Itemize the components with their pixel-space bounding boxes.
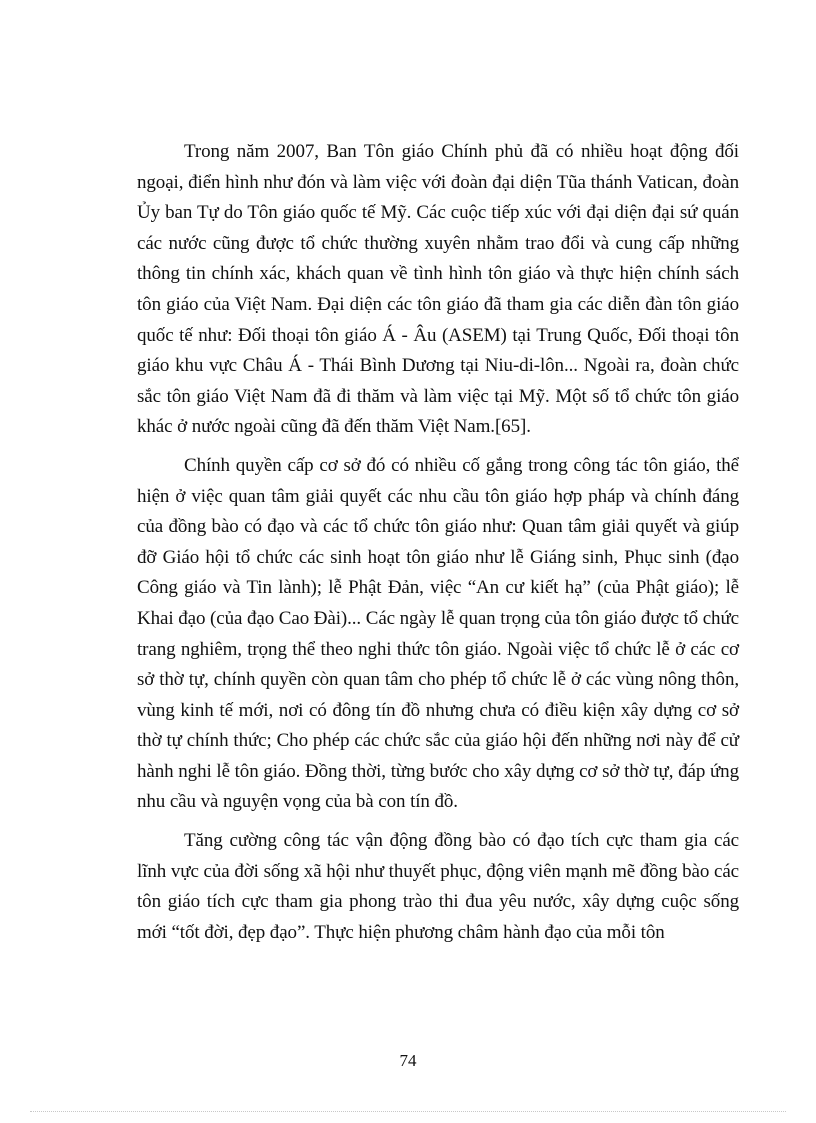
paragraph-foreign-relations: Trong năm 2007, Ban Tôn giáo Chính phủ đã có nhiều hoạt động đối ngoại, điển hình như đón và làm việc với đoàn đại diện Tũa thánh Vatican, đoàn Ủy ban Tự do Tôn giáo quốc tế Mỹ. Các cuộc tiếp xúc với đại diện đại sứ quán các nước cũng được tổ chức thường xuyên nhằm trao đổi và cung cấp những thông tin chính xác, khách quan về tình hình tôn giáo và thực hiện chính sách tôn giáo của Việt Nam. Đại diện các tôn giáo đã tham gia các diễn đàn tôn giáo quốc tế như: Đối thoại tôn giáo Á - Âu (ASEM) tại Trung Quốc, Đối thoại tôn giáo khu vực Châu Á - Thái Bình Dương tại Niu-di-lôn... Ngoài ra, đoàn chức sắc tôn giáo Việt Nam đã đi thăm và làm việc tại Mỹ. Một số tổ chức tôn giáo khác ở nước ngoài cũng đã đến thăm Việt Nam.[65]. — [137, 141, 739, 438]
body-text — [137, 137, 739, 956]
paragraph-mobilization: Tăng cường công tác vận động đồng bào có đạo tích cực tham gia các lĩnh vực của đời sống xã hội như thuyết phục, động viên mạnh mẽ đồng bào các tôn giáo tích cực tham gia phong trào thi đua yêu nước, xây dựng cuộc sống mới “tốt đời, đẹp đạo”. Thực hiện phương châm hành đạo của mỗi tôn — [137, 830, 739, 943]
footer-divider — [30, 1111, 786, 1112]
paragraph-local-authorities: Chính quyền cấp cơ sở đó có nhiều cố gắng trong công tác tôn giáo, thể hiện ở việc quan tâm giải quyết các nhu cầu tôn giáo hợp pháp và chính đáng của đồng bào có đạo và các tổ chức tôn giáo như: Quan tâm giải quyết và giúp đỡ Giáo hội tổ chức các sinh hoạt tôn giáo như lễ Giáng sinh, Phục sinh (đạo Công giáo và Tin lành); lễ Phật Đản, việc “An cư kiết hạ” (của Phật giáo); lễ Khai đạo (của đạo Cao Đài)... Các ngày lễ quan trọng của tôn giáo được tổ chức trang nghiêm, trọng thể theo nghi thức tôn giáo. Ngoài việc tổ chức lễ ở các cơ sở thờ tự, chính quyền còn quan tâm cho phép tổ chức lễ ở các vùng nông thôn, vùng kinh tế mới, nơi có đông tín đồ nhưng chưa có điều kiện xây dựng cơ sở thờ tự chính thức; Cho phép các chức sắc của giáo hội đến những nơi này để cử hành nghi lễ tôn giáo. Đồng thời, từng bước cho xây dựng cơ sở thờ tự, đáp ứng nhu cầu và nguyện vọng của bà con tín đồ. — [137, 454, 739, 813]
page-number: 74 — [399, 1051, 417, 1070]
